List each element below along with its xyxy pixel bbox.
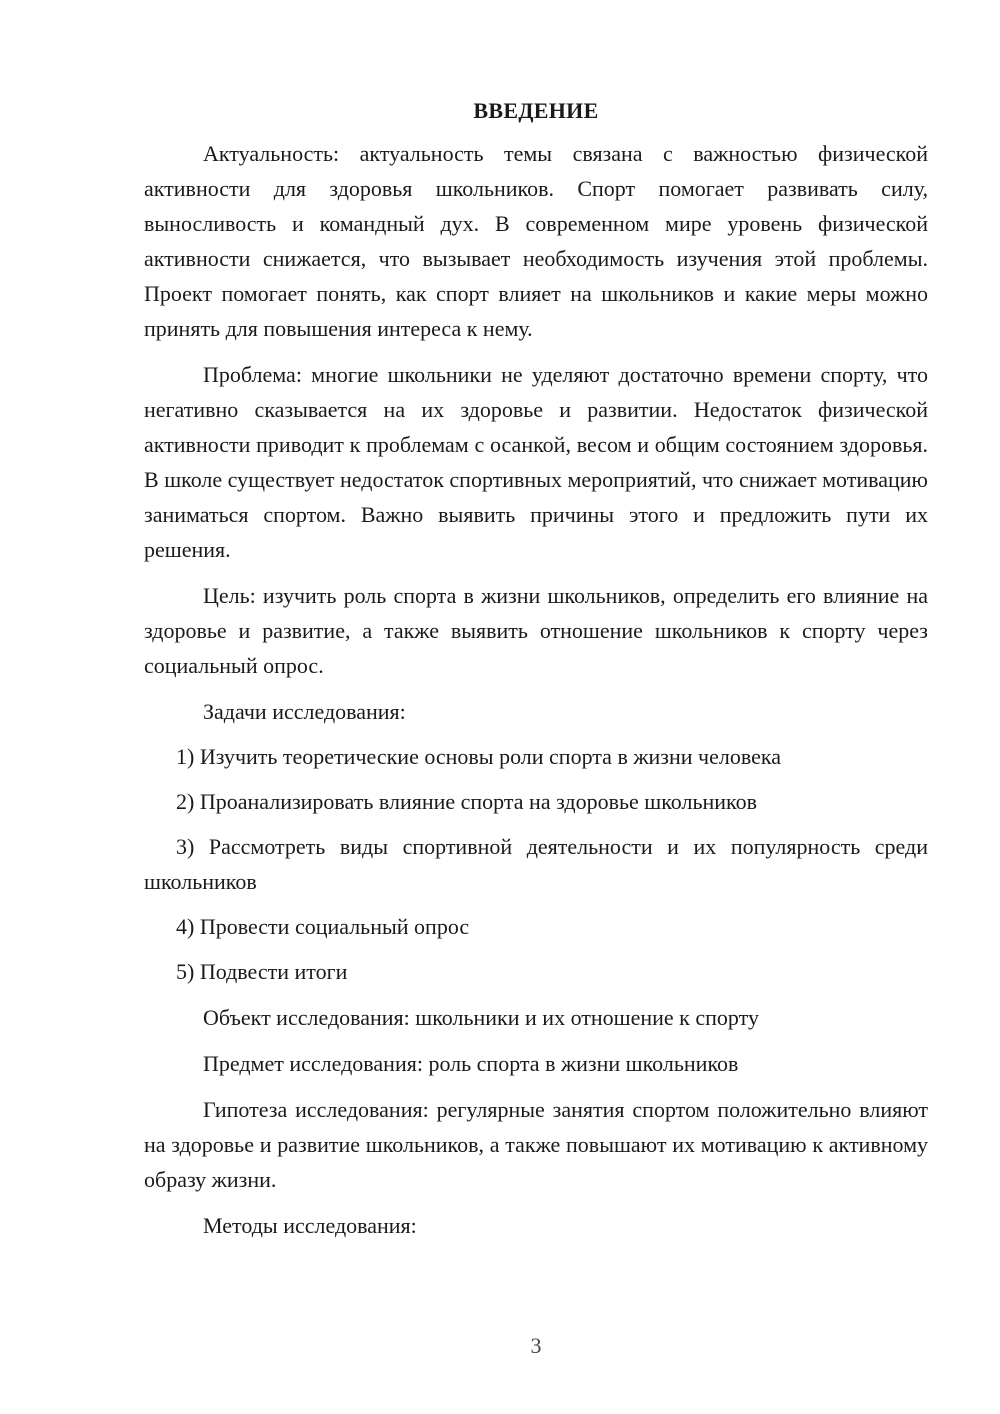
section-title: ВВЕДЕНИЕ [473, 98, 599, 123]
paragraph-problem: Проблема: многие школьники не уделяют достаточно времени спорту, что негативно сказывается на их здоровье и развитии. Недостаток физической активности приводит к проблемам с осанкой, весом и общим состоянием здоровья. В школе существует недостаток спортивных мероприятий, что снижает мотивацию заниматься спортом. Важно выявить причины этого и предложить пути их решения. [144, 362, 928, 562]
task-item-2: 2) Проанализировать влияние спорта на здоровье школьников [176, 789, 757, 814]
tasks-heading: Задачи исследования: [203, 699, 406, 724]
paragraph-goal: Цель: изучить роль спорта в жизни школьников, определить его влияние на здоровье и развитие, а также выявить отношение школьников к спорту через социальный опрос. [144, 583, 928, 678]
task-item-1: 1) Изучить теоретические основы роли спорта в жизни человека [176, 744, 781, 769]
paragraph-relevance: Актуальность: актуальность темы связана с важностью физической активности для здоровья школьников. Спорт помогает развивать силу, выносливость и командный дух. В современном мире уровень физической активности снижается, что вызывает необходимость изучения этой проблемы. Проект помогает понять, как спорт влияет на школьников и какие меры можно принять для повышения интереса к нему. [144, 141, 928, 341]
paragraph-hypothesis: Гипотеза исследования: регулярные занятия спортом положительно влияют на здоровье и развитие школьников, а также повышают их мотивацию к активному образу жизни. [144, 1097, 928, 1192]
methods-heading: Методы исследования: [203, 1213, 417, 1238]
task-item-5: 5) Подвести итоги [176, 959, 348, 984]
page-content [144, 95, 928, 1243]
task-item-3: 3) Рассмотреть виды спортивной деятельности и их популярность среди школьников [144, 834, 928, 894]
page-number: 3 [530, 1333, 542, 1358]
task-item-4: 4) Провести социальный опрос [176, 914, 470, 939]
paragraph-subject: Предмет исследования: роль спорта в жизни школьников [203, 1051, 739, 1076]
paragraph-object: Объект исследования: школьники и их отношение к спорту [203, 1005, 759, 1030]
